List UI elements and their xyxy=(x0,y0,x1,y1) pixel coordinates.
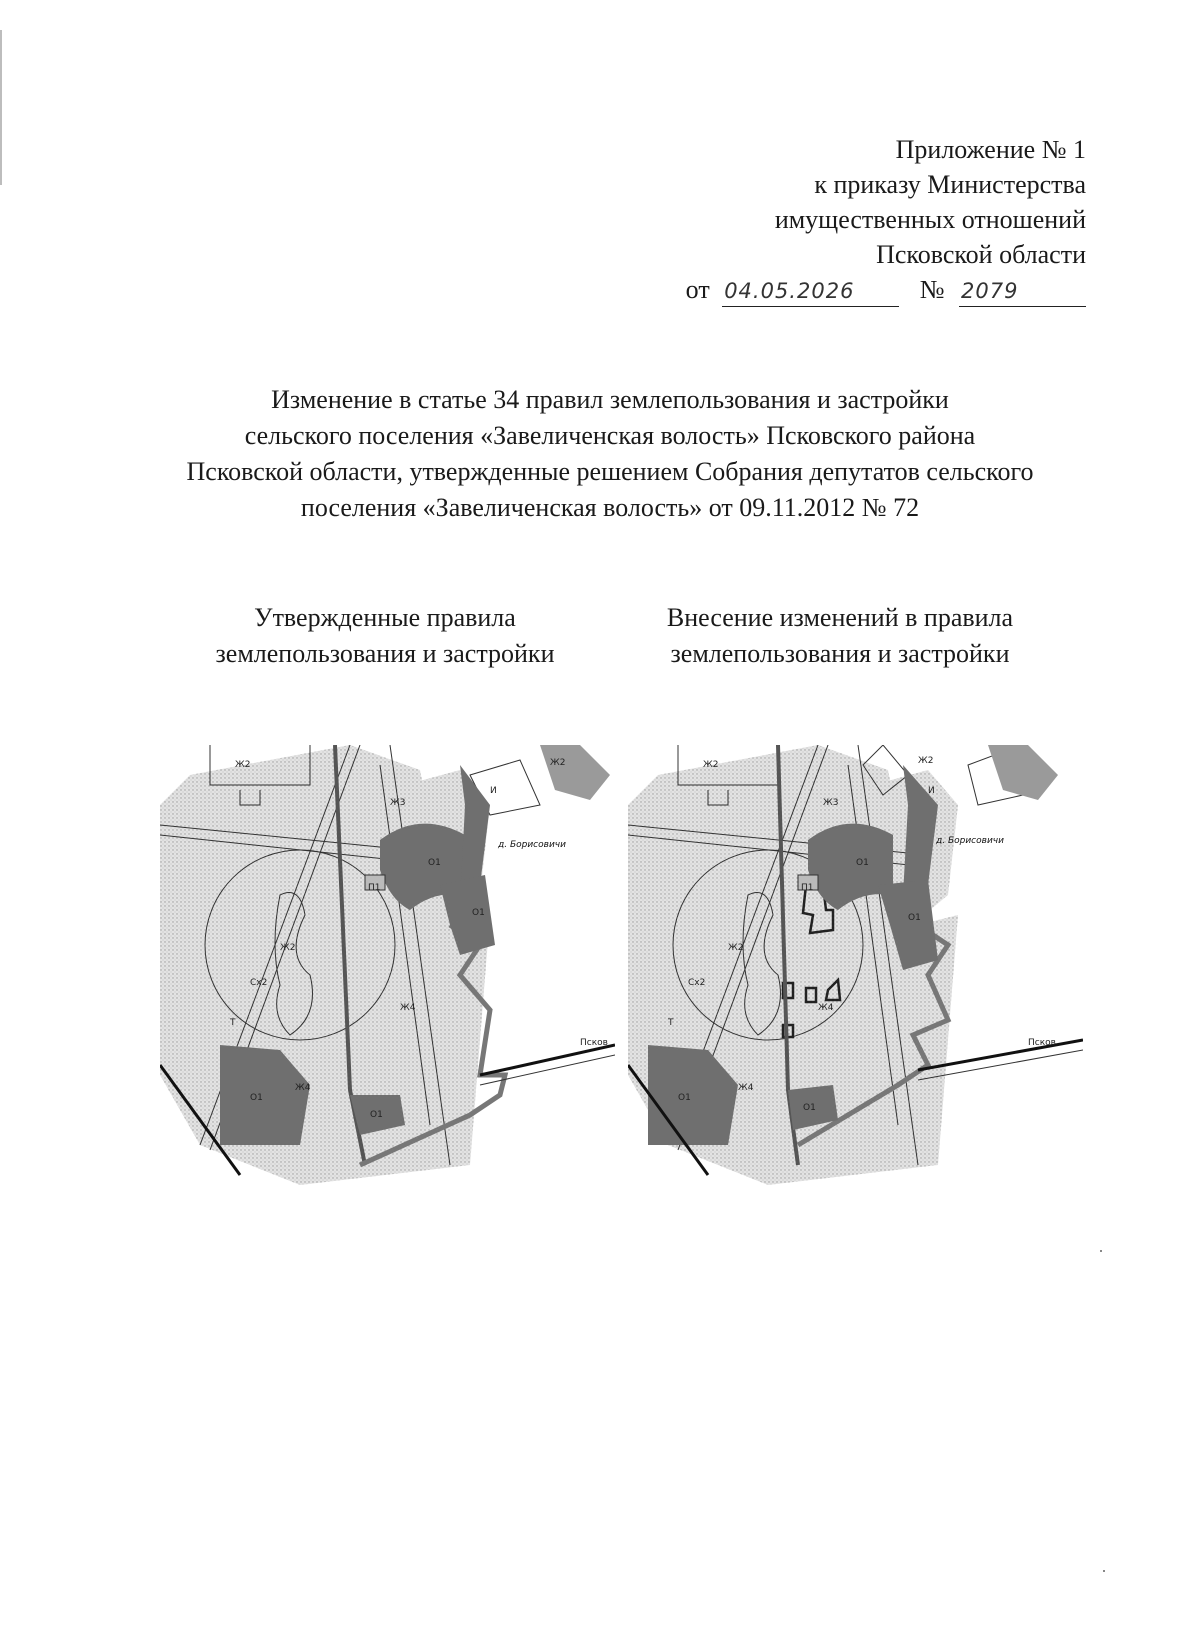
caption-amended-rules xyxy=(630,600,1050,672)
label-village: д. Борисовичи xyxy=(498,840,566,850)
title-line-1: Изменение в статье 34 правил землепользования и застройки xyxy=(271,385,949,414)
label-zh4: Ж4 xyxy=(818,1003,834,1013)
scan-speck xyxy=(1100,1250,1102,1252)
appendix-line-2: к приказу Министерства xyxy=(814,170,1086,199)
label-i: И xyxy=(928,786,935,796)
scan-edge-mark xyxy=(0,30,2,185)
label-t: Т xyxy=(668,1018,674,1028)
number-prefix: № xyxy=(919,275,945,304)
label-road: Псков xyxy=(580,1038,608,1048)
caption-approved-rules xyxy=(175,600,595,672)
label-zh2: Ж2 xyxy=(703,760,719,770)
title-line-4: поселения «Завеличенская волость» от 09.11.2012 № 72 xyxy=(300,493,920,522)
label-zh3: Ж3 xyxy=(823,798,839,808)
map-amended-svg xyxy=(628,745,1083,1210)
date-prefix: от xyxy=(685,275,710,304)
appendix-line-1: Приложение № 1 xyxy=(895,135,1086,164)
title-line-2: сельского поселения «Завеличенская волость» Псковского района xyxy=(244,421,976,450)
label-zh4: Ж4 xyxy=(738,1083,754,1093)
label-zh4: Ж4 xyxy=(400,1003,416,1013)
label-o1: О1 xyxy=(472,908,485,918)
label-sx2: Сх2 xyxy=(250,978,268,988)
label-i: И xyxy=(490,786,497,796)
label-p1: П1 xyxy=(801,883,814,893)
label-o1: О1 xyxy=(428,858,441,868)
label-o1: О1 xyxy=(908,913,921,923)
map-approved xyxy=(160,745,615,1210)
map-approved-svg xyxy=(160,745,615,1210)
scan-speck xyxy=(1103,1570,1105,1572)
title-line-3: Псковской области, утвержденные решением Собрания депутатов сельского xyxy=(186,457,1034,486)
map-amended xyxy=(628,745,1083,1210)
label-zh2: Ж2 xyxy=(550,758,566,768)
appendix-header xyxy=(686,132,1086,307)
caption-left-line-1: Утвержденные правила xyxy=(254,603,516,632)
label-zh2: Ж2 xyxy=(918,756,934,766)
order-date-handwritten: 04.05.2026 xyxy=(722,276,899,307)
label-o1: О1 xyxy=(803,1103,816,1113)
caption-right-line-2: землепользования и застройки xyxy=(670,639,1010,668)
label-zh3: Ж3 xyxy=(390,798,406,808)
label-o1: О1 xyxy=(856,858,869,868)
label-o1: О1 xyxy=(370,1110,383,1120)
label-p1: П1 xyxy=(368,883,381,893)
label-zh4: Ж4 xyxy=(295,1083,311,1093)
appendix-line-3: имущественных отношений xyxy=(774,205,1086,234)
label-o1: О1 xyxy=(678,1093,691,1103)
label-village: д. Борисовичи xyxy=(936,836,1004,846)
document-title xyxy=(150,382,1070,526)
caption-left-line-2: землепользования и застройки xyxy=(215,639,555,668)
label-o1: О1 xyxy=(250,1093,263,1103)
label-sx2: Сх2 xyxy=(688,978,706,988)
label-t: Т xyxy=(230,1018,236,1028)
label-zh2: Ж2 xyxy=(235,760,251,770)
appendix-line-4: Псковской области xyxy=(876,240,1086,269)
order-number-handwritten: 2079 xyxy=(959,276,1086,307)
order-date-number-line xyxy=(686,272,1086,307)
caption-right-line-1: Внесение изменений в правила xyxy=(666,603,1014,632)
label-zh2: Ж2 xyxy=(280,943,296,953)
label-zh2: Ж2 xyxy=(728,943,744,953)
label-road: Псков xyxy=(1028,1038,1056,1048)
